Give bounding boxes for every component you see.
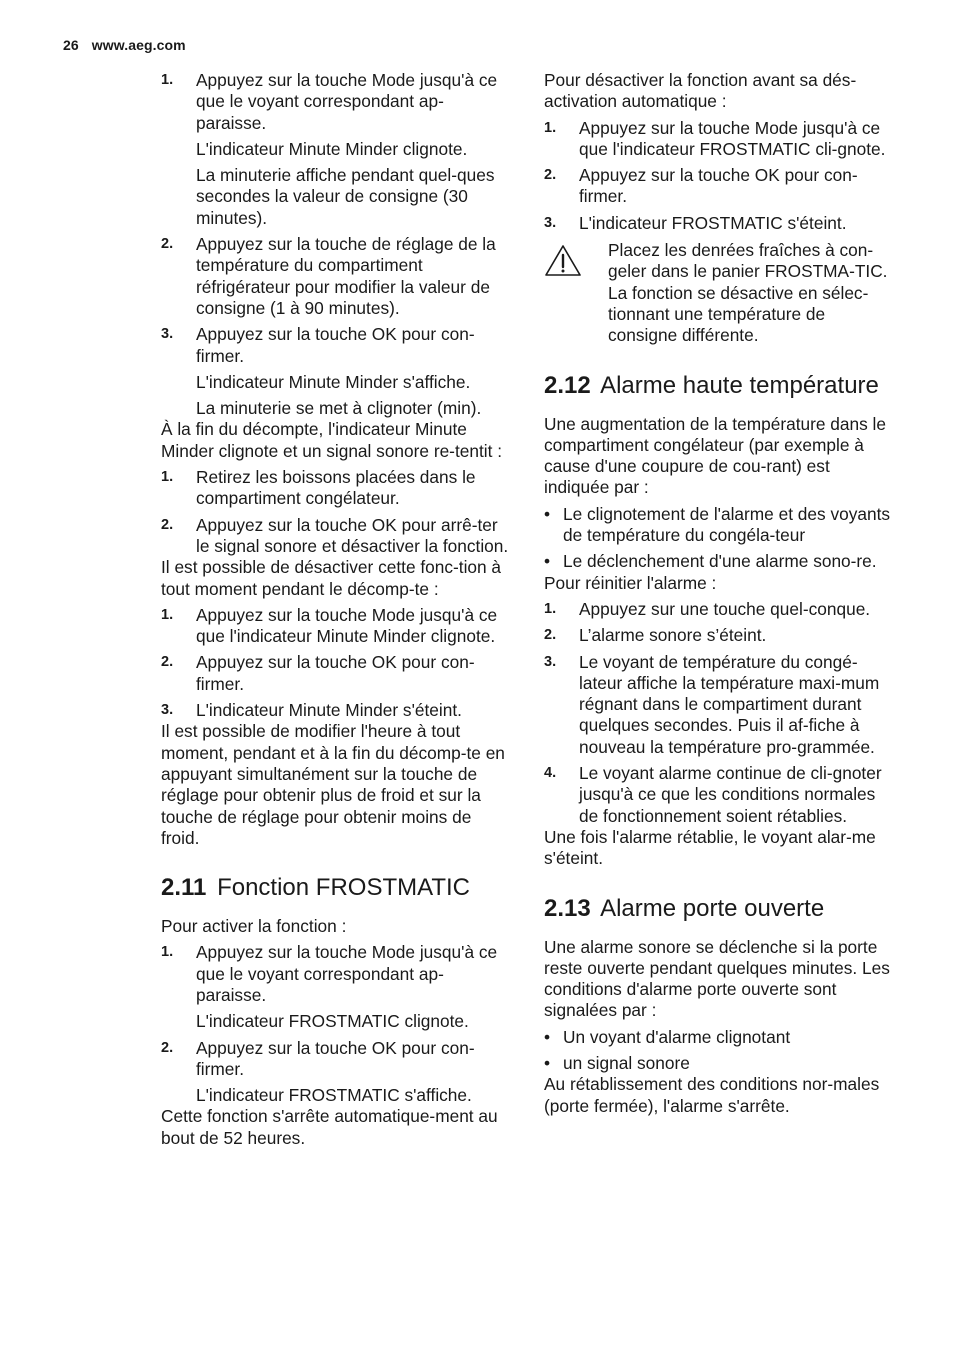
- section-number: 2.13: [544, 894, 591, 922]
- step-text: Retirez les boissons placées dans le compartiment congélateur.: [196, 467, 476, 509]
- step-note: L'indicateur FROSTMATIC s'affiche.: [196, 1085, 472, 1106]
- step-note: La minuterie se met à clignoter (min).: [196, 398, 482, 419]
- list-item: [544, 213, 896, 234]
- step-number: 2.: [161, 236, 174, 253]
- section-number: 2.11: [161, 874, 207, 902]
- step-note: L'indicateur Minute Minder s'affiche.: [196, 371, 471, 392]
- step-text: L’alarme sonore s’éteint.: [579, 625, 767, 646]
- step-text: Appuyez sur la touche de réglage de la température du compartiment réfrigérateur pour modifier la valeur de consigne (1 à 90 minutes).: [196, 234, 496, 318]
- list-item: [544, 504, 896, 547]
- bullet-text: Le déclenchement d'une alarme sono-re.: [563, 551, 877, 572]
- list-item: [161, 1038, 513, 1081]
- step-number: 1.: [544, 600, 557, 617]
- paragraph: Cette fonction s'arrête automatique-ment au bout de 52 heures.: [161, 1106, 498, 1148]
- paragraph: Une fois l'alarme rétablie, le voyant alar-me s'éteint.: [544, 826, 876, 869]
- step-text: Le voyant alarme continue de cli-gnoter jusqu'à ce que les conditions normales de fonctionnement soient rétablies.: [579, 763, 882, 826]
- step-number: 1.: [161, 606, 174, 623]
- page-header: [63, 37, 186, 53]
- warning-text: Placez les denrées fraîches à con-geler dans le panier FROSTMA-TIC.: [608, 240, 888, 282]
- list-item: [161, 652, 513, 695]
- step-text: Appuyez sur la touche OK pour arrê-ter le signal sonore et désactiver la fonction.: [196, 514, 509, 556]
- section-heading-2-11: [161, 874, 513, 902]
- step-number: 3.: [544, 653, 557, 670]
- step-text: Appuyez sur la touche OK pour con-firmer.: [196, 324, 475, 366]
- bullet-text: un signal sonore: [563, 1052, 690, 1073]
- step-number: 3.: [544, 214, 557, 231]
- list-item: [161, 234, 513, 319]
- list-item: [544, 1027, 896, 1048]
- bullet-text: Le clignotement de l'alarme et des voyants de température du congéla-teur: [563, 503, 891, 546]
- step-number: 2.: [161, 516, 174, 533]
- bullet-text: Un voyant d'alarme clignotant: [563, 1026, 791, 1047]
- list-item: [544, 625, 896, 646]
- step-number: 4.: [544, 765, 557, 782]
- list-item: [161, 70, 513, 134]
- step-text: Appuyez sur la touche Mode jusqu'à ce que l'indicateur FROSTMATIC cli-gnote.: [579, 117, 886, 159]
- step-text: Appuyez sur une touche quel-conque.: [579, 598, 871, 619]
- bullet-icon: •: [544, 503, 551, 524]
- list-item: [544, 763, 896, 827]
- paragraph: Une alarme sonore se déclenche si la porte reste ouverte pendant quelques minutes. Les conditions d'alarme porte ouverte sont signalées par :: [544, 936, 890, 1021]
- bullet-icon: •: [544, 551, 551, 572]
- step-number: 2.: [544, 627, 557, 644]
- step-number: 1.: [544, 119, 557, 136]
- list-item: [161, 467, 513, 510]
- step-note: La minuterie affiche pendant quel-ques secondes la valeur de consigne (30 minutes).: [196, 165, 495, 228]
- paragraph: À la fin du décompte, l'indicateur Minute Minder clignote et un signal sonore re-tentit :: [161, 419, 503, 461]
- section-heading-2-12: [544, 372, 896, 400]
- section-number: 2.12: [544, 371, 591, 399]
- step-number: 2.: [161, 654, 174, 671]
- step-number: 1.: [161, 72, 174, 88]
- bullet-icon: •: [544, 1052, 551, 1073]
- list-item: [544, 652, 896, 758]
- section-title: Fonction FROSTMATIC: [217, 874, 470, 902]
- step-number: 2.: [161, 1039, 174, 1056]
- step-text: Appuyez sur la touche OK pour con-firmer.: [579, 165, 858, 207]
- step-text: Appuyez sur la touche Mode jusqu'à ce que le voyant correspondant ap-paraisse.: [196, 942, 498, 1005]
- right-column: [544, 70, 896, 1117]
- list-item: [544, 165, 896, 208]
- list-item: [161, 942, 513, 1006]
- paragraph: Pour désactiver la fonction avant sa dés-activation automatique :: [544, 70, 857, 112]
- step-text: L'indicateur Minute Minder s'éteint.: [196, 700, 462, 721]
- section-title: Alarme haute température: [600, 371, 879, 399]
- list-item: [161, 515, 513, 558]
- list-item: [544, 118, 896, 161]
- paragraph: Une augmentation de la température dans le compartiment congélateur (par exemple à cause d'une coupure de cou-rant) est indiquée par :: [544, 413, 887, 498]
- list-item: [544, 1053, 896, 1074]
- list-item: [161, 700, 513, 721]
- step-number: 3.: [161, 326, 174, 343]
- paragraph: Pour activer la fonction :: [161, 916, 347, 937]
- list-item: [544, 551, 896, 572]
- step-note: L'indicateur FROSTMATIC clignote.: [196, 1011, 469, 1032]
- warning-triangle-icon: [544, 240, 608, 346]
- website-url[interactable]: www.aeg.com: [91, 37, 186, 53]
- list-item: [544, 599, 896, 620]
- step-text: Appuyez sur la touche Mode jusqu'à ce que le voyant correspondant ap-paraisse.: [196, 70, 498, 133]
- step-text: Appuyez sur la touche OK pour con-firmer.: [196, 1037, 475, 1079]
- step-text: Appuyez sur la touche Mode jusqu'à ce que l'indicateur Minute Minder clignote.: [196, 604, 498, 647]
- page-number: 26: [63, 37, 79, 53]
- paragraph: Il est possible de désactiver cette fonc-tion à tout moment pendant le décomp-te :: [161, 557, 502, 599]
- step-number: 3.: [161, 702, 174, 719]
- paragraph: Il est possible de modifier l'heure à tout moment, pendant et à la fin du décomp-te en appuyant simultanément sur la touche de réglage pour obtenir plus de froid et sur la touche de réglage pour obtenir moins de froid.: [161, 721, 505, 848]
- left-column: [161, 70, 513, 1149]
- paragraph: Au rétablissement des conditions nor-males (porte fermée), l'alarme s'arrête.: [544, 1074, 880, 1116]
- step-text: L'indicateur FROSTMATIC s'éteint.: [579, 212, 847, 233]
- step-text: Appuyez sur la touche OK pour con-firmer.: [196, 652, 475, 694]
- list-item: [161, 605, 513, 648]
- step-text: Le voyant de température du congé-lateur affiche la température maxi-mum régnant dans le compartiment durant quelques secondes. Puis il af-fiche à nouveau la température pro-grammée.: [579, 651, 880, 757]
- warning-note: [544, 240, 896, 346]
- step-number: 1.: [161, 944, 174, 961]
- paragraph: Pour réinitier l'alarme :: [544, 572, 717, 593]
- bullet-icon: •: [544, 1026, 551, 1047]
- warning-text: La fonction se désactive en sélec-tionnant une température de consigne différente.: [608, 282, 869, 346]
- section-heading-2-13: [544, 895, 896, 923]
- step-note: L'indicateur Minute Minder clignote.: [196, 138, 468, 159]
- step-number: 1.: [161, 469, 174, 486]
- section-title: Alarme porte ouverte: [600, 894, 825, 922]
- list-item: [161, 324, 513, 367]
- step-number: 2.: [544, 167, 557, 184]
